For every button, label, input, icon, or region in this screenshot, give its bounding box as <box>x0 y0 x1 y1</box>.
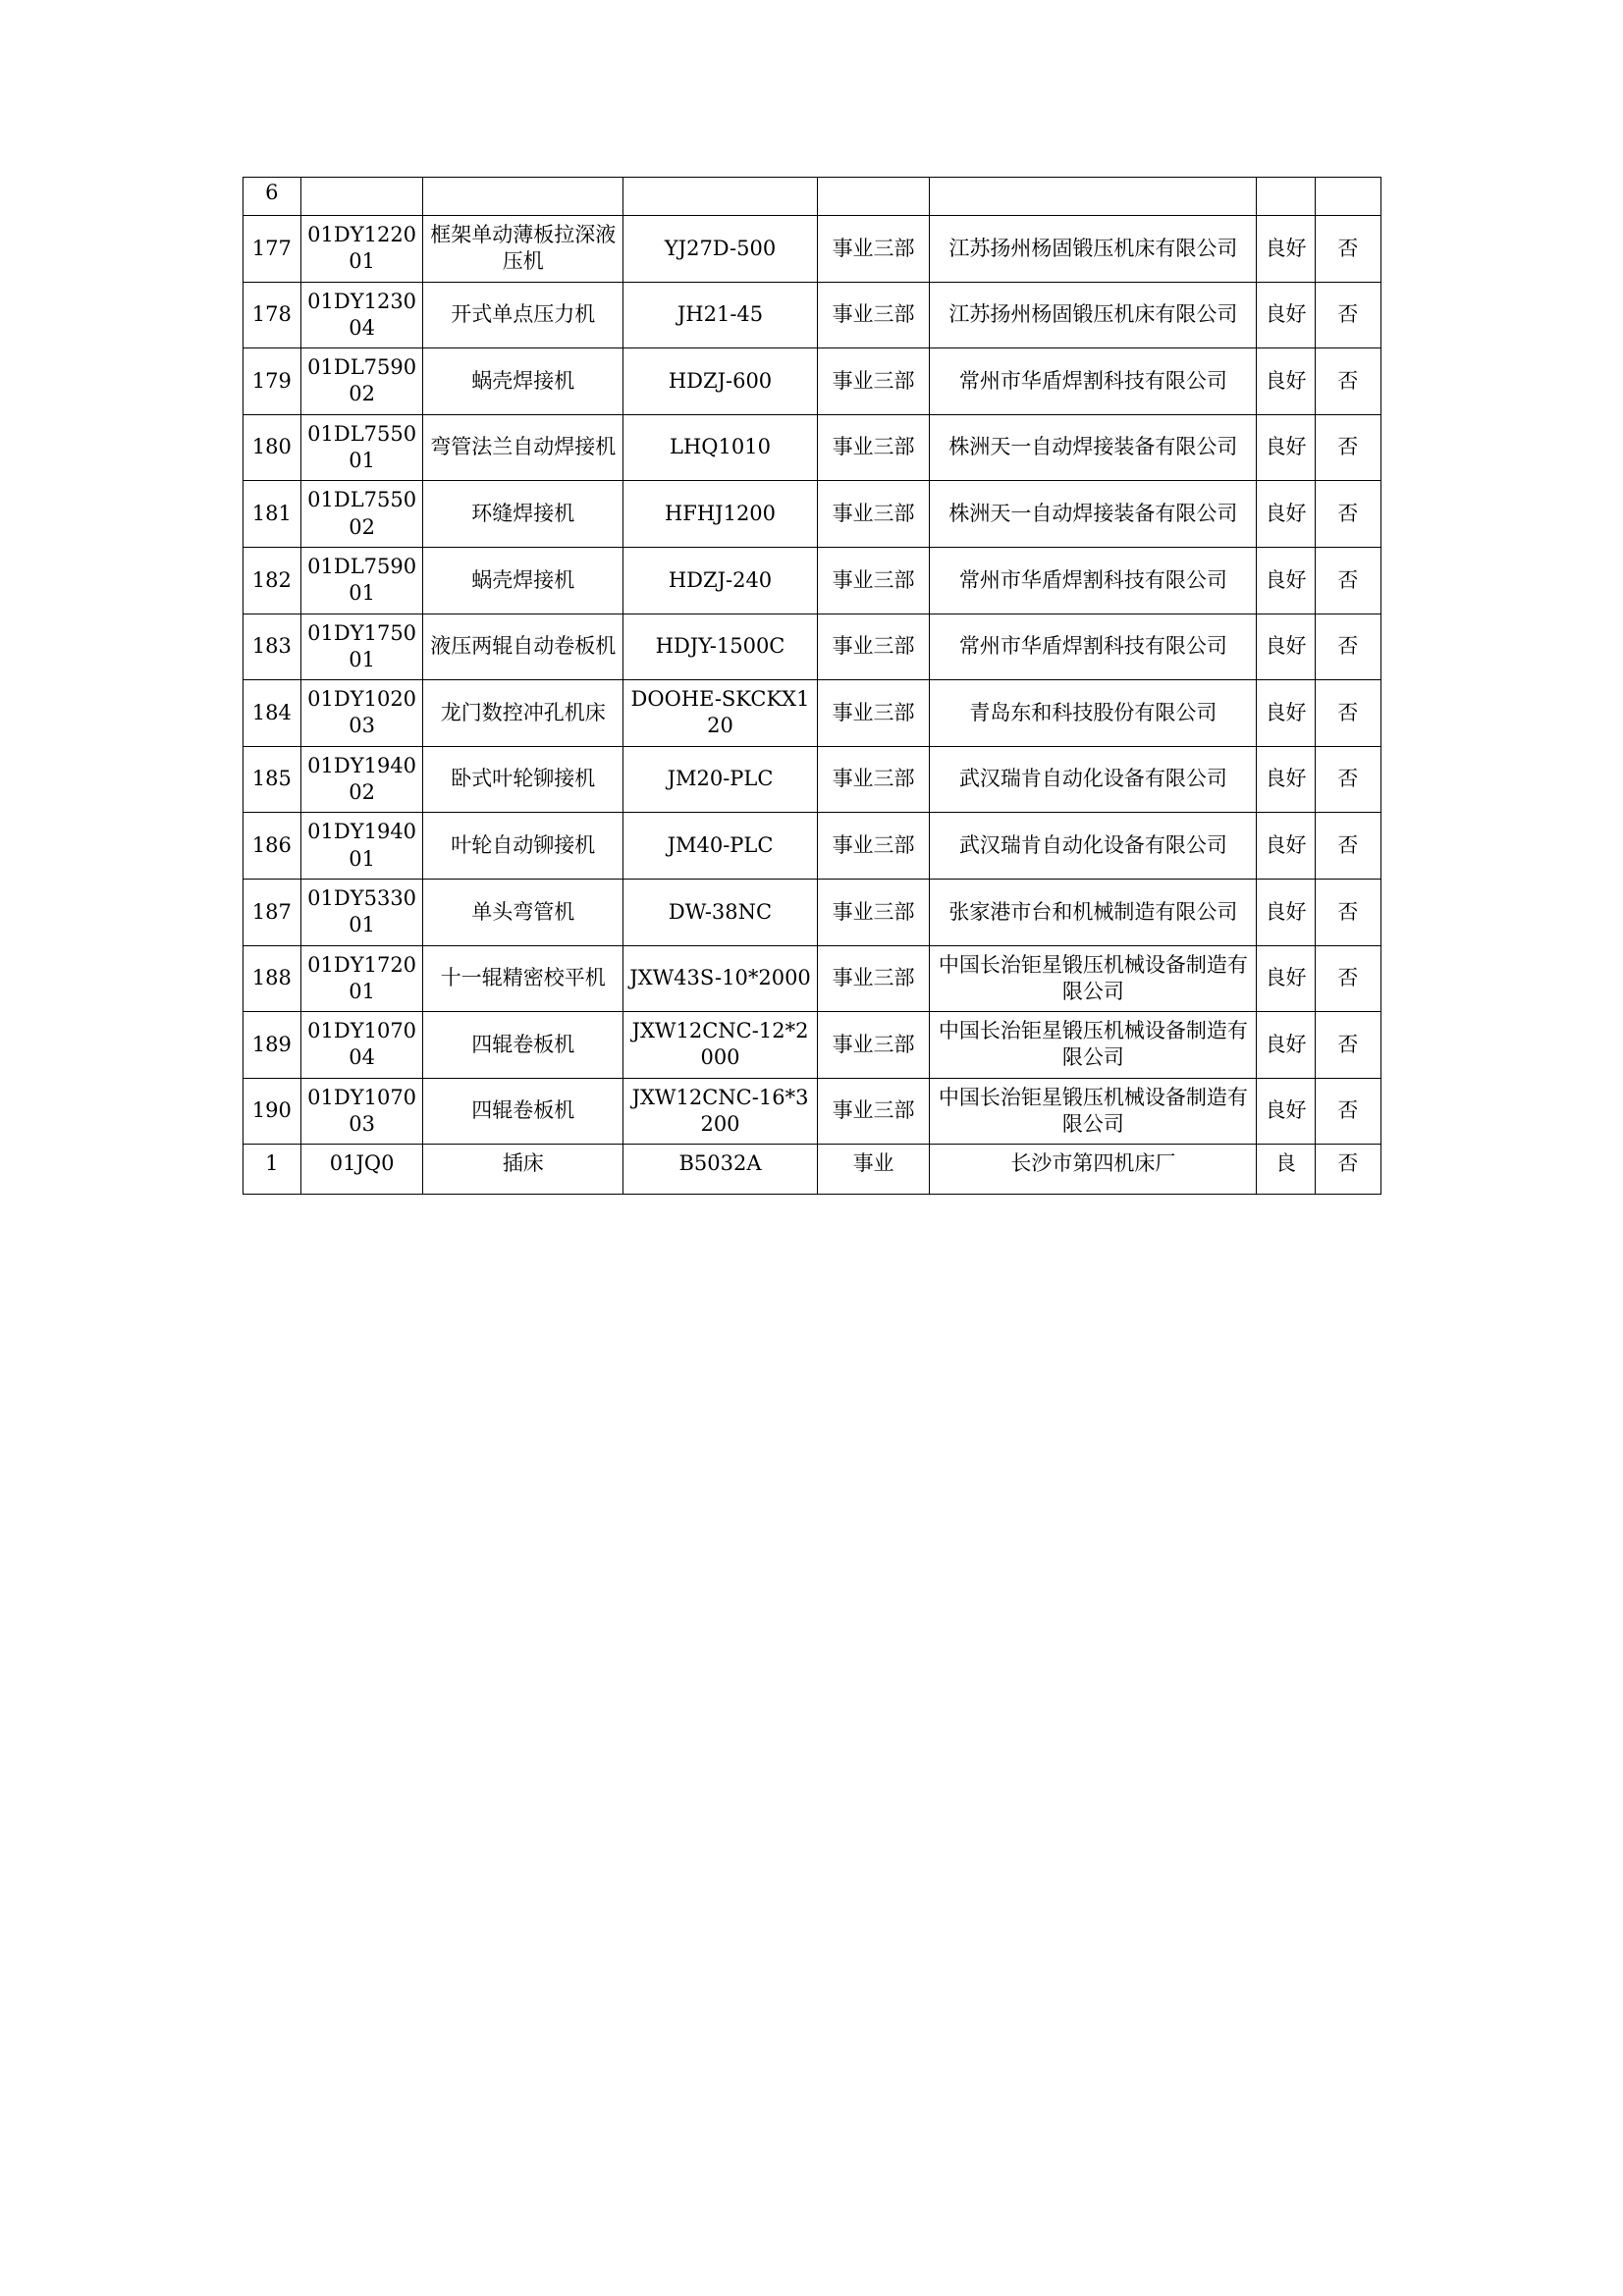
table-row <box>243 547 1380 614</box>
cell-maker: 常州市华盾焊割科技有限公司 <box>930 614 1257 680</box>
cell-name: 液压两辊自动卷板机 <box>423 614 623 680</box>
cell-model: JXW12CNC-16*3200 <box>623 1078 817 1145</box>
cell-flag <box>1315 178 1380 216</box>
cell-dept: 事业三部 <box>817 680 930 747</box>
cell-flag: 否 <box>1315 216 1380 283</box>
cell-state: 良好 <box>1257 414 1316 481</box>
table-row <box>243 216 1380 283</box>
cell-dept: 事业三部 <box>817 813 930 880</box>
cell-dept: 事业三部 <box>817 1078 930 1145</box>
cell-index: 177 <box>243 216 301 283</box>
cell-index: 180 <box>243 414 301 481</box>
cell-code <box>301 178 423 216</box>
cell-maker: 株洲天一自动焊接装备有限公司 <box>930 414 1257 481</box>
cell-name: 蜗壳焊接机 <box>423 348 623 415</box>
cell-state: 良好 <box>1257 813 1316 880</box>
cell-code: 01DL759002 <box>301 348 423 415</box>
cell-code: 01JQ0 <box>301 1145 423 1195</box>
cell-model: B5032A <box>623 1145 817 1195</box>
cell-flag: 否 <box>1315 1012 1380 1079</box>
cell-name: 龙门数控冲孔机床 <box>423 680 623 747</box>
cell-maker: 中国长治钜星锻压机械设备制造有限公司 <box>930 945 1257 1012</box>
cell-dept: 事业三部 <box>817 348 930 415</box>
cell-maker: 江苏扬州杨固锻压机床有限公司 <box>930 282 1257 348</box>
table-row <box>243 282 1380 348</box>
cell-dept: 事业三部 <box>817 547 930 614</box>
cell-state: 良好 <box>1257 348 1316 415</box>
cell-model: JXW43S-10*2000 <box>623 945 817 1012</box>
cell-name: 插床 <box>423 1145 623 1195</box>
cell-flag: 否 <box>1315 282 1380 348</box>
cell-state: 良好 <box>1257 1012 1316 1079</box>
cell-flag: 否 <box>1315 348 1380 415</box>
cell-maker: 株洲天一自动焊接装备有限公司 <box>930 481 1257 548</box>
cell-maker: 武汉瑞肯自动化设备有限公司 <box>930 746 1257 813</box>
cell-dept <box>817 178 930 216</box>
cell-name: 弯管法兰自动焊接机 <box>423 414 623 481</box>
cell-code: 01DL755002 <box>301 481 423 548</box>
cell-dept: 事业三部 <box>817 879 930 945</box>
cell-flag: 否 <box>1315 746 1380 813</box>
cell-state: 良好 <box>1257 1078 1316 1145</box>
cell-maker: 中国长治钜星锻压机械设备制造有限公司 <box>930 1012 1257 1079</box>
cell-flag: 否 <box>1315 1145 1380 1195</box>
cell-code: 01DY194001 <box>301 813 423 880</box>
cell-code: 01DY123004 <box>301 282 423 348</box>
cell-model: LHQ1010 <box>623 414 817 481</box>
cell-state: 良好 <box>1257 614 1316 680</box>
cell-dept: 事业三部 <box>817 481 930 548</box>
table-row <box>243 1078 1380 1145</box>
cell-code: 01DY172001 <box>301 945 423 1012</box>
cell-name: 框架单动薄板拉深液压机 <box>423 216 623 283</box>
cell-code: 01DY122001 <box>301 216 423 283</box>
cell-name: 蜗壳焊接机 <box>423 547 623 614</box>
table-row <box>243 414 1380 481</box>
cell-name: 叶轮自动铆接机 <box>423 813 623 880</box>
cell-index: 178 <box>243 282 301 348</box>
cell-state: 良好 <box>1257 547 1316 614</box>
table-row <box>243 348 1380 415</box>
cell-name: 十一辊精密校平机 <box>423 945 623 1012</box>
table-row <box>243 680 1380 747</box>
cell-maker: 青岛东和科技股份有限公司 <box>930 680 1257 747</box>
cell-state: 良好 <box>1257 879 1316 945</box>
table-row <box>243 879 1380 945</box>
cell-model: YJ27D-500 <box>623 216 817 283</box>
cell-name: 单头弯管机 <box>423 879 623 945</box>
table-body <box>243 178 1380 1195</box>
cell-code: 01DY194002 <box>301 746 423 813</box>
cell-dept: 事业三部 <box>817 945 930 1012</box>
cell-flag: 否 <box>1315 1078 1380 1145</box>
cell-flag: 否 <box>1315 813 1380 880</box>
table-row <box>243 1012 1380 1079</box>
cell-code: 01DY107004 <box>301 1012 423 1079</box>
cell-dept: 事业三部 <box>817 414 930 481</box>
cell-dept: 事业三部 <box>817 282 930 348</box>
cell-model: HDJY-1500C <box>623 614 817 680</box>
cell-model: JXW12CNC-12*2000 <box>623 1012 817 1079</box>
cell-index: 188 <box>243 945 301 1012</box>
cell-model: HDZJ-240 <box>623 547 817 614</box>
cell-index: 182 <box>243 547 301 614</box>
cell-state: 良好 <box>1257 680 1316 747</box>
table-row <box>243 945 1380 1012</box>
cell-flag: 否 <box>1315 481 1380 548</box>
cell-name: 开式单点压力机 <box>423 282 623 348</box>
cell-state: 良好 <box>1257 746 1316 813</box>
cell-dept: 事业三部 <box>817 614 930 680</box>
cell-model: JM20-PLC <box>623 746 817 813</box>
cell-state: 良 <box>1257 1145 1316 1195</box>
cell-name: 卧式叶轮铆接机 <box>423 746 623 813</box>
cell-model: DOOHE-SKCKX120 <box>623 680 817 747</box>
cell-model: HFHJ1200 <box>623 481 817 548</box>
cell-index: 6 <box>243 178 301 216</box>
cell-flag: 否 <box>1315 945 1380 1012</box>
cell-index: 184 <box>243 680 301 747</box>
cell-name: 四辊卷板机 <box>423 1012 623 1079</box>
cell-model: JM40-PLC <box>623 813 817 880</box>
cell-maker: 张家港市台和机械制造有限公司 <box>930 879 1257 945</box>
table-row-partial-bottom <box>243 1145 1380 1195</box>
table-row <box>243 614 1380 680</box>
cell-maker: 武汉瑞肯自动化设备有限公司 <box>930 813 1257 880</box>
cell-code: 01DY533001 <box>301 879 423 945</box>
cell-state: 良好 <box>1257 945 1316 1012</box>
table-container <box>243 177 1381 1195</box>
cell-state <box>1257 178 1316 216</box>
cell-code: 01DY102003 <box>301 680 423 747</box>
cell-index: 187 <box>243 879 301 945</box>
cell-index: 179 <box>243 348 301 415</box>
cell-state: 良好 <box>1257 282 1316 348</box>
cell-model: HDZJ-600 <box>623 348 817 415</box>
cell-maker: 常州市华盾焊割科技有限公司 <box>930 348 1257 415</box>
cell-flag: 否 <box>1315 547 1380 614</box>
table-row <box>243 481 1380 548</box>
cell-index: 183 <box>243 614 301 680</box>
cell-dept: 事业三部 <box>817 216 930 283</box>
cell-index: 185 <box>243 746 301 813</box>
cell-flag: 否 <box>1315 614 1380 680</box>
cell-maker: 常州市华盾焊割科技有限公司 <box>930 547 1257 614</box>
cell-state: 良好 <box>1257 481 1316 548</box>
cell-code: 01DL759001 <box>301 547 423 614</box>
table-row-partial-top <box>243 178 1380 216</box>
cell-maker: 江苏扬州杨固锻压机床有限公司 <box>930 216 1257 283</box>
cell-index: 181 <box>243 481 301 548</box>
cell-index: 186 <box>243 813 301 880</box>
table-row <box>243 746 1380 813</box>
cell-code: 01DY175001 <box>301 614 423 680</box>
cell-dept: 事业三部 <box>817 746 930 813</box>
cell-model: DW-38NC <box>623 879 817 945</box>
cell-flag: 否 <box>1315 414 1380 481</box>
cell-code: 01DY107003 <box>301 1078 423 1145</box>
cell-index: 1 <box>243 1145 301 1195</box>
cell-model <box>623 178 817 216</box>
cell-name <box>423 178 623 216</box>
cell-dept: 事业 <box>817 1145 930 1195</box>
table-row <box>243 813 1380 880</box>
cell-name: 环缝焊接机 <box>423 481 623 548</box>
cell-model: JH21-45 <box>623 282 817 348</box>
cell-maker: 中国长治钜星锻压机械设备制造有限公司 <box>930 1078 1257 1145</box>
cell-index: 190 <box>243 1078 301 1145</box>
cell-flag: 否 <box>1315 879 1380 945</box>
cell-code: 01DL755001 <box>301 414 423 481</box>
cell-name: 四辊卷板机 <box>423 1078 623 1145</box>
cell-dept: 事业三部 <box>817 1012 930 1079</box>
cell-flag: 否 <box>1315 680 1380 747</box>
cell-maker: 长沙市第四机床厂 <box>930 1145 1257 1195</box>
cell-state: 良好 <box>1257 216 1316 283</box>
cell-index: 189 <box>243 1012 301 1079</box>
cell-maker <box>930 178 1257 216</box>
asset-inventory-table <box>243 177 1381 1195</box>
